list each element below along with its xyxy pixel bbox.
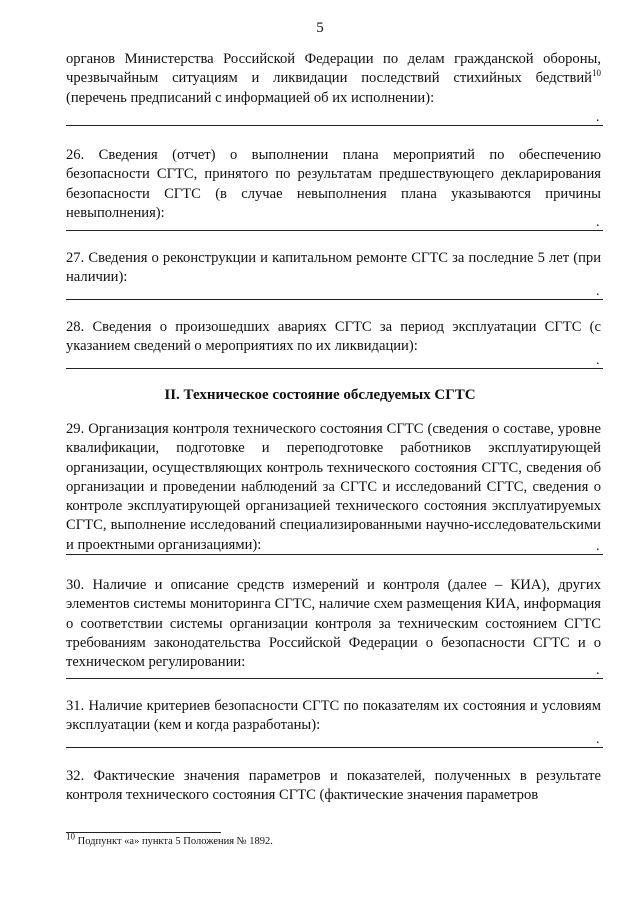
item-28: 28. Сведения о произошедших авариях СГТС за период эксплуатации СГТС (с указанием сведений о мероприятиях по их ликвидации): [66,319,601,355]
intro-text-after: (перечень предписаний с информацией об их исполнении): [66,89,435,106]
item-32: 32. Фактические значения параметров и показателей, полученных в результате контроля технического состояния СГТС (фактические значения параметров [66,768,601,804]
answer-line [66,678,603,679]
answer-line [66,747,603,748]
answer-line-end: . [596,110,600,125]
answer-line-end: . [596,353,600,368]
item-27: 27. Сведения о реконструкции и капитальном ремонте СГТС за последние 5 лет (при наличии): [66,250,601,286]
footnote-text: Подпункт «а» пункта 5 Положения № 1892. [75,836,273,847]
item-26: 26. Сведения (отчет) о выполнении плана мероприятий по обеспечению безопасности СГТС, принятого по результатам предшествующего декларирования безопасности СГТС (в случае невыполнения плана указываются причины невыполнения): [66,147,601,221]
answer-line [66,125,603,126]
footnote-ref: 10 [592,68,601,79]
footnote-divider [66,832,221,833]
item-30: 30. Наличие и описание средств измерений и контроля (далее – КИА), других элементов системы мониторинга СГТС, наличие схем размещения КИА, информация о соответствии системы организации контроля за техническим состоянием СГТС требованиям законодательства Российской Федерации о безопасности СГТС и о техническом регулировании: [66,577,601,671]
intro-text: органов Министерства Российской Федерации по делам гражданской обороны, чрезвычайным ситуациям и ликвидации последствий стихийных бедствий [66,51,601,87]
answer-line [66,230,603,231]
answer-line [66,299,603,300]
section-heading: II. Техническое состояние обследуемых СГТС [164,387,476,403]
answer-line-end: . [596,284,600,299]
intro-paragraph [66,50,601,108]
page-number: 5 [316,20,324,36]
answer-line [66,368,603,369]
answer-line-end: . [596,732,600,747]
footnote [66,831,273,847]
answer-line-end: . [596,663,600,678]
item-31: 31. Наличие критериев безопасности СГТС по показателям их состояния и условиям эксплуатации (кем и когда разработаны): [66,698,601,734]
answer-line-end: . [596,539,600,554]
footnote-number: 10 [66,831,75,842]
item-29: 29. Организация контроля технического состояния СГТС (сведения о составе, уровне квалификации, подготовке и переподготовке работников эксплуатирующей организации, осуществляющих контроль технического состояния СГТС, сведения об организации и проведении наблюдений за СГТС и исследований СГТС, сведения о контроле эксплуатирующей организацией технического состояния эксплуатируемых СГТС, выполнение исследований специализированными научно-исследовательскими и проектными организациями): [66,421,601,553]
answer-line [66,554,603,555]
answer-line-end: . [596,215,600,230]
